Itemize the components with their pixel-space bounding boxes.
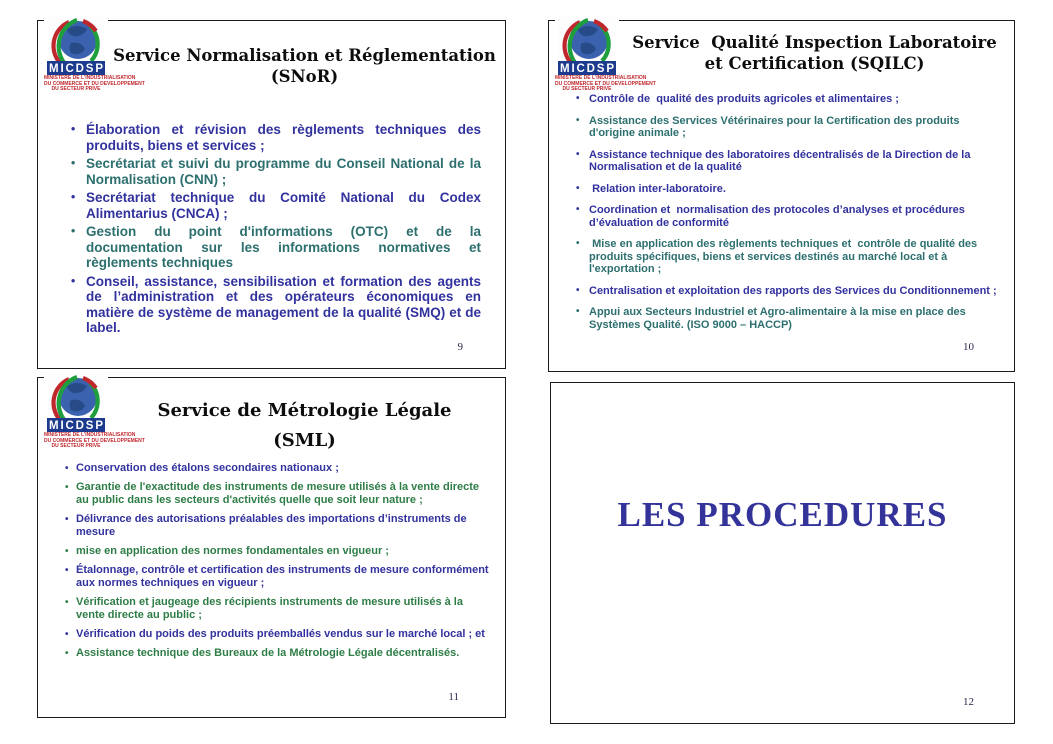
micdsp-logo bbox=[44, 17, 145, 93]
slide-procedures bbox=[550, 382, 1015, 724]
title-line: et Certification (SQILC) bbox=[704, 54, 925, 73]
bullet-item: • Étalonnage, contrôle et certification des instruments de mesure conformément aux normes techniques en vigueur ; bbox=[63, 564, 491, 590]
logo-acronym: MICDSP bbox=[49, 420, 103, 432]
ministry-line: DU SECTEUR PRIVE bbox=[51, 443, 101, 449]
bullet-item: • Assistance technique des laboratoires décentralisés de la Direction de la Normalisation et de la qualité bbox=[574, 149, 1002, 174]
bullet-list bbox=[574, 93, 1002, 340]
bullet-item: • Vérification du poids des produits préemballés vendus sur le marché local ; et bbox=[63, 628, 491, 641]
bullet-item: • Gestion du point d'informations (OTC) et de la documentation sur les informations normatives et règlements techniques bbox=[69, 224, 481, 271]
micdsp-emblem-icon bbox=[558, 17, 616, 75]
title-line: Service Normalisation et Réglementation bbox=[113, 46, 496, 65]
ministry-line: DU SECTEUR PRIVE bbox=[51, 86, 101, 92]
slide-title bbox=[108, 396, 501, 456]
bullet-item: • Appui aux Secteurs Industriel et Agro-alimentaire à la mise en place des Systèmes Qualité. (ISO 9000 – HACCP) bbox=[574, 306, 1002, 331]
bullet-item: • Secrétariat technique du Comité National du Codex Alimentarius (CNCA) ; bbox=[69, 190, 481, 221]
bullet-item: • Garantie de l'exactitude des instruments de mesure utilisés à la vente directe au public dans les secteurs d'activités quelle que soit leur nature ; bbox=[63, 481, 491, 507]
micdsp-emblem-icon bbox=[47, 374, 105, 432]
ministry-line: DU COMMERCE ET DU DEVELOPPEMENT bbox=[555, 80, 656, 87]
ministry-line: MINISTERE DE L'INDUSTRIALISATION bbox=[44, 432, 136, 438]
big-title: LES PROCEDURES bbox=[617, 495, 948, 534]
bullet-item: • Vérification et jaugeage des récipients instruments de mesure utilisés à la vente directe au public ; bbox=[63, 596, 491, 622]
title-line: (SNoR) bbox=[270, 67, 339, 86]
bullet-item: • Conseil, assistance, sensibilisation et formation des agents de l’administration et des opérateurs économiques en matière de système de management de la qualité (SMQ) et de label. bbox=[69, 274, 481, 336]
bullet-item: • Assistance des Services Vétérinaires pour la Certification des produits d'origine animale ; bbox=[574, 115, 1002, 140]
bullet-item: • Délivrance des autorisations préalables des importations d’instruments de mesure bbox=[63, 513, 491, 539]
page-number: 11 bbox=[448, 691, 459, 703]
bullet-item: • Conservation des étalons secondaires nationaux ; bbox=[63, 462, 491, 475]
slide-sml bbox=[37, 377, 506, 718]
ministry-line: DU COMMERCE ET DU DEVELOPPEMENT bbox=[44, 437, 145, 444]
slide-snor bbox=[37, 20, 506, 369]
ministry-line: DU COMMERCE ET DU DEVELOPPEMENT bbox=[44, 80, 145, 87]
ministry-line: DU SECTEUR PRIVE bbox=[562, 86, 612, 92]
bullet-item: • Mise en application des règlements techniques et contrôle de qualité des produits spécifiques, biens et services destinés au marché local et à l'exportation ; bbox=[574, 238, 1002, 276]
title-line: Service de Métrologie Légale bbox=[157, 400, 452, 421]
page-number: 9 bbox=[457, 341, 463, 353]
bullet-list bbox=[69, 122, 481, 339]
micdsp-logo bbox=[555, 17, 656, 93]
logo-acronym: MICDSP bbox=[49, 63, 103, 75]
ministry-line: MINISTERE DE L'INDUSTRIALISATION bbox=[555, 75, 647, 81]
page-number: 10 bbox=[963, 341, 974, 353]
micdsp-emblem-icon bbox=[47, 17, 105, 75]
bullet-item: • Assistance technique des Bureaux de la Métrologie Légale décentralisés. bbox=[63, 647, 491, 660]
bullet-item: • mise en application des normes fondamentales en vigueur ; bbox=[63, 545, 491, 558]
micdsp-logo bbox=[44, 374, 145, 450]
slide-title bbox=[108, 45, 501, 87]
ministry-name bbox=[44, 432, 145, 450]
bullet-item: • Coordination et normalisation des protocoles d’analyses et procédures d’évaluation de conformité bbox=[574, 204, 1002, 229]
bullet-list bbox=[63, 462, 491, 666]
bullet-item: • Centralisation et exploitation des rapports des Services du Conditionnement ; bbox=[574, 285, 1002, 298]
logo-acronym: MICDSP bbox=[560, 63, 614, 75]
ministry-name bbox=[44, 75, 145, 93]
bullet-item: • Relation inter-laboratoire. bbox=[574, 183, 1002, 196]
slide-sqilc bbox=[548, 20, 1015, 372]
bullet-item: • Contrôle de qualité des produits agricoles et alimentaires ; bbox=[574, 93, 1002, 106]
bullet-item: • Élaboration et révision des règlements techniques des produits, biens et services ; bbox=[69, 122, 481, 153]
ministry-line: MINISTERE DE L'INDUSTRIALISATION bbox=[44, 75, 136, 81]
ministry-name bbox=[555, 75, 656, 93]
slide-title bbox=[619, 32, 1010, 74]
title-line: (SML) bbox=[273, 430, 336, 451]
title-line: Service Qualité Inspection Laboratoire bbox=[632, 33, 997, 52]
bullet-item: • Secrétariat et suivi du programme du Conseil National de la Normalisation (CNN) ; bbox=[69, 156, 481, 187]
page-number: 12 bbox=[963, 696, 974, 708]
